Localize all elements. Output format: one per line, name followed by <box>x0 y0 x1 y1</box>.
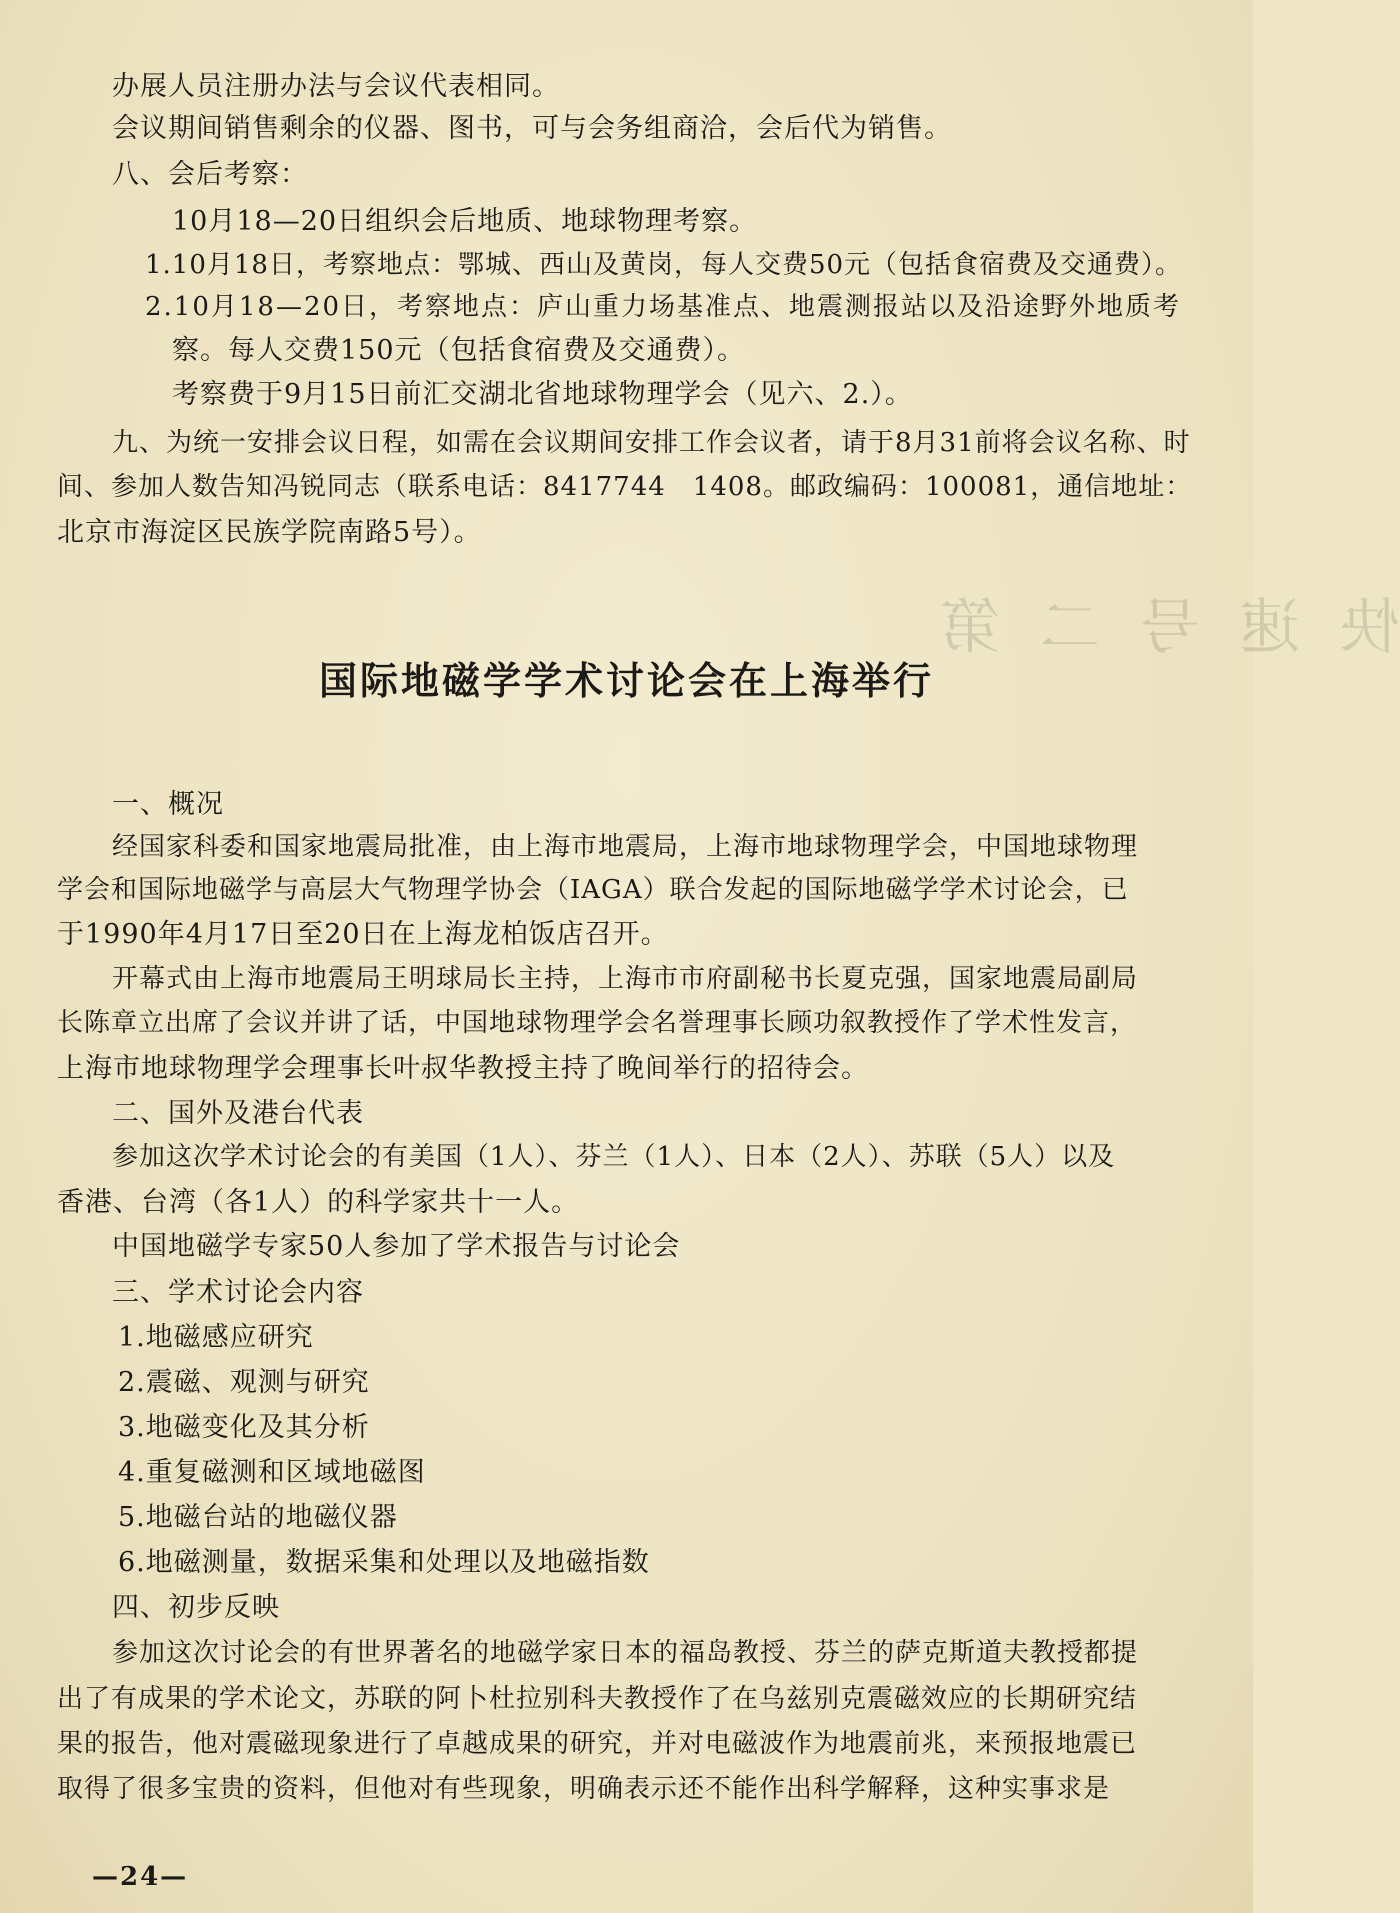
text-line: 中国地磁学专家50人参加了学术报告与讨论会 <box>112 1231 681 1262</box>
text-line: 参加这次讨论会的有世界著名的地磁学家日本的福岛教授、芬兰的萨克斯道夫教授都提 <box>112 1638 1139 1668</box>
text-line: 香港、台湾（各1人）的科学家共十一人。 <box>57 1187 580 1218</box>
list-item: 1.地磁感应研究 <box>118 1322 314 1353</box>
text-line: 学会和国际地磁学与高层大气物理学协会（IAGA）联合发起的国际地磁学学术讨论会，已 <box>57 875 1129 905</box>
text-line: 间、参加人数告知冯锐同志（联系电话：8417744 1408。邮政编码：100081，通信地址： <box>57 472 1193 502</box>
list-item: 1.10月18日，考察地点：鄂城、西山及黄岗，每人交费50元（包括食宿费及交通费）。 <box>145 250 1183 280</box>
list-item: 2.震磁、观测与研究 <box>118 1367 370 1398</box>
bleed-through-text: 快速号二第 <box>900 593 1400 663</box>
section-heading: 二、国外及港台代表 <box>112 1098 364 1129</box>
text-line: 于1990年4月17日至20日在上海龙柏饭店召开。 <box>57 919 669 950</box>
text-line: 考察费于9月15日前汇交湖北省地球物理学会（见六、2.）。 <box>172 379 913 410</box>
text-line: 开幕式由上海市地震局王明球局长主持，上海市市府副秘书长夏克强，国家地震局副局 <box>112 964 1139 994</box>
list-item: 2.10月18—20日，考察地点：庐山重力场基准点、地震测报站以及沿途野外地质考 <box>145 292 1182 322</box>
text-line: 会议期间销售剩余的仪器、图书，可与会务组商洽，会后代为销售。 <box>112 113 952 144</box>
article-title: 国际地磁学学术讨论会在上海举行 <box>318 659 934 703</box>
page-number: —24— <box>92 1862 189 1892</box>
text-line: 果的报告，他对震磁现象进行了卓越成果的研究，并对电磁波作为地震前兆，来预报地震已 <box>57 1729 1138 1759</box>
list-item: 4.重复磁测和区域地磁图 <box>118 1457 426 1488</box>
text-line: 出了有成果的学术论文，苏联的阿卜杜拉别科夫教授作了在乌兹别克震磁效应的长期研究结 <box>57 1684 1138 1714</box>
section-heading: 三、学术讨论会内容 <box>112 1277 364 1308</box>
text-line: 办展人员注册办法与会议代表相同。 <box>112 71 560 102</box>
text-line: 北京市海淀区民族学院南路5号）。 <box>57 517 482 548</box>
text-line: 上海市地球物理学会理事长叶叔华教授主持了晚间举行的招待会。 <box>57 1053 869 1084</box>
section-heading: 四、初步反映 <box>112 1592 280 1623</box>
section-heading: 一、概况 <box>112 789 224 820</box>
text-line: 10月18—20日组织会后地质、地球物理考察。 <box>172 206 758 237</box>
list-item: 3.地磁变化及其分析 <box>118 1412 370 1443</box>
text-line: 察。每人交费150元（包括食宿费及交通费）。 <box>172 335 746 366</box>
text-line: 经国家科委和国家地震局批准，由上海市地震局，上海市地球物理学会，中国地球物理 <box>112 832 1139 862</box>
text-line: 参加这次学术讨论会的有美国（1人）、芬兰（1人）、日本（2人）、苏联（5人）以及 <box>112 1142 1116 1172</box>
list-item: 6.地磁测量，数据采集和处理以及地磁指数 <box>118 1547 650 1578</box>
section-heading: 八、会后考察： <box>112 159 308 190</box>
list-item: 5.地磁台站的地磁仪器 <box>118 1502 398 1533</box>
section-heading: 九、为统一安排会议日程，如需在会议期间安排工作会议者，请于8月31前将会议名称、时 <box>112 428 1191 458</box>
text-line: 长陈章立出席了会议并讲了话，中国地球物理学会名誉理事长顾功叙教授作了学术性发言， <box>57 1008 1138 1038</box>
text-line: 取得了很多宝贵的资料，但他对有些现象，明确表示还不能作出科学解释，这种实事求是 <box>57 1774 1111 1804</box>
